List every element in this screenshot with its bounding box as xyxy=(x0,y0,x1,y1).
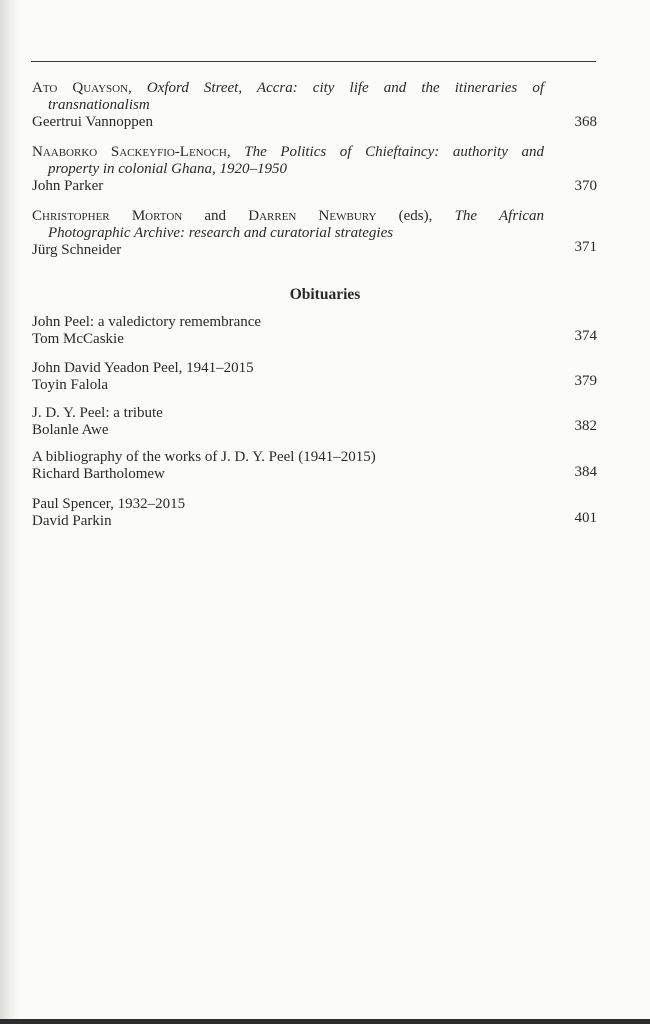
book-title: Oxford Street, Accra: city life and the itineraries of xyxy=(146,80,545,96)
page-gutter-shadow xyxy=(0,0,20,1024)
page-bottom-edge xyxy=(0,1019,650,1024)
review-entry xyxy=(32,80,597,131)
reviewer-name: John Parker xyxy=(32,178,104,194)
page-number: 382 xyxy=(574,418,597,434)
page-number: 370 xyxy=(574,178,597,194)
obituary-title: A bibliography of the works of J. D. Y. Peel (1941–2015) xyxy=(32,449,376,465)
review-author: Naaborko Sackeyfio-Lenoch xyxy=(32,144,227,160)
joiner-word: and xyxy=(204,208,227,224)
page-number: 371 xyxy=(574,239,597,255)
obituary-title: J. D. Y. Peel: a tribute xyxy=(32,405,163,421)
obituary-author: Toyin Falola xyxy=(32,377,109,393)
page-number: 379 xyxy=(574,373,597,389)
obituary-entry xyxy=(32,405,597,439)
reviewer-name: Jürg Schneider xyxy=(32,242,122,258)
obituary-title: John Peel: a valedictory remembrance xyxy=(32,314,262,330)
review-entry xyxy=(32,144,597,195)
review-entry xyxy=(32,208,597,259)
eds-marker: (eds), xyxy=(398,208,433,224)
obituary-author: Tom McCaskie xyxy=(32,331,124,347)
obituary-author: Richard Bartholomew xyxy=(32,466,165,482)
header-rule xyxy=(31,61,596,62)
book-title: The African xyxy=(454,208,544,224)
book-title-continued: Photographic Archive: research and curatorial strategies xyxy=(48,225,394,241)
editor-name: Darren Newbury xyxy=(248,208,377,224)
obituary-title: John David Yeadon Peel, 1941–2015 xyxy=(32,360,254,376)
book-title-continued: transnationalism xyxy=(48,97,150,113)
obituary-author: Bolanle Awe xyxy=(32,422,109,438)
reviewer-name: Geertrui Vannoppen xyxy=(32,114,153,130)
obituary-entry xyxy=(32,360,597,394)
book-title-continued: property in colonial Ghana, 1920–1950 xyxy=(48,161,288,177)
obituary-entry xyxy=(32,496,597,530)
obituary-entry xyxy=(32,449,597,483)
page-number: 384 xyxy=(574,464,597,480)
review-author: Ato Quayson xyxy=(32,80,129,96)
book-title: The Politics of Chieftaincy: authority and xyxy=(244,144,544,160)
obituary-author: David Parkin xyxy=(32,513,112,529)
page-number: 368 xyxy=(574,114,597,130)
obituary-entry xyxy=(32,314,597,348)
page-number: 401 xyxy=(574,510,597,526)
section-heading-obituaries: Obituaries xyxy=(289,286,361,303)
review-title-line: Naaborko Sackeyfio-Lenoch, The Politics of Chieftaincy: authority and xyxy=(32,144,544,160)
page-number: 374 xyxy=(574,328,597,344)
review-title-line xyxy=(32,208,544,225)
obituary-title: Paul Spencer, 1932–2015 xyxy=(32,496,186,512)
review-title-line: Ato Quayson, Oxford Street, Accra: city life and the itineraries of xyxy=(32,80,545,96)
editor-name: Christopher Morton xyxy=(32,208,183,224)
